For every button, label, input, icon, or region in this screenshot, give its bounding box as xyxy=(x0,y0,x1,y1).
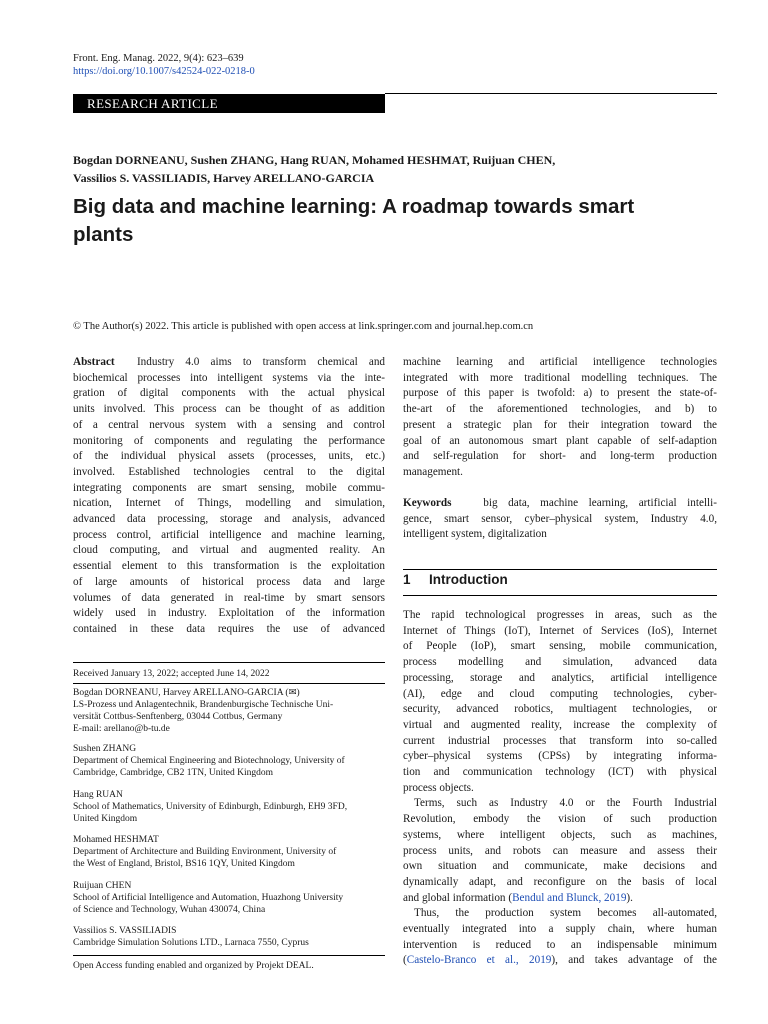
abstract-line: biochemical processes into intelligent systems via the inte- xyxy=(73,371,385,384)
abstract-line: widely used in industry. Exploitation of the information xyxy=(73,607,385,620)
affiliation-name: Mohamed HESHMAT xyxy=(73,835,159,845)
abstract-label: Abstract xyxy=(73,356,115,368)
abstract-line: involved. Established technologies central to the digital xyxy=(73,465,385,478)
intro-line: own situation and communicate, make decisions and xyxy=(403,860,717,873)
abstract-first-line xyxy=(73,355,385,371)
intro-line: (AI), edge and cloud computing technologies, cyber- xyxy=(403,687,717,700)
affiliation-line: LS-Prozess und Anlagentechnik, Brandenburgische Technische Uni- xyxy=(73,700,334,710)
footnote-rule-top xyxy=(73,662,385,663)
intro-line: processing, storage and analytics, artificial intelligence xyxy=(403,671,717,684)
affiliation-line: of Science and Technology, Wuhan 430074, China xyxy=(73,905,266,915)
intro-text: ), and takes advantage of the xyxy=(551,954,717,967)
abstract-line: gration of digital components with the actual physical xyxy=(73,387,385,400)
abstract-line: the-art of the aforementioned technologies, and b) to xyxy=(403,403,717,416)
abstract-left xyxy=(73,355,385,638)
abstract-line: machine learning and artificial intelligence technologies xyxy=(403,356,717,368)
footnote-rule-bottom xyxy=(73,955,385,956)
affiliation-line: School of Mathematics, University of Edinburgh, Edinburgh, EH9 3FD, xyxy=(73,802,348,812)
abstract-line: units involved. This process can be thought of as addition xyxy=(73,403,385,416)
affiliation-name: Hang RUAN xyxy=(73,790,123,800)
abstract-line: monitoring of components and regulating the performance xyxy=(73,434,385,447)
abstract-line: integrated with more traditional modelling techniques. The xyxy=(403,371,717,384)
affiliation-block xyxy=(73,834,385,870)
affiliation-name: Bogdan DORNEANU, Harvey ARELLANO-GARCIA (✉) xyxy=(73,688,300,698)
intro-line: Thus, the production system becomes all-automated, xyxy=(414,907,717,920)
abstract-line: advanced data processing, storage and analysis, advanced xyxy=(73,513,385,526)
introduction-text xyxy=(403,608,717,969)
intro-line: Internet of Things (IoT), Internet of Services (IoS), Internet xyxy=(403,624,717,637)
affiliation-block xyxy=(73,743,385,779)
intro-line: Revolution, embody the vision of such production xyxy=(403,813,717,826)
intro-line: systems, where intelligent objects, such as machines, xyxy=(403,828,717,841)
keywords-line: gence, smart sensor, cyber–physical system, Industry 4.0, xyxy=(403,512,717,525)
citation-link[interactable]: Bendul and Blunck, 2019 xyxy=(512,891,627,904)
funding-note: Open Access funding enabled and organized by Projekt DEAL. xyxy=(73,961,314,971)
affiliation-name: Sushen ZHANG xyxy=(73,744,137,754)
intro-line: eventually integrated into a supply chain, where human xyxy=(403,923,717,936)
keywords-text: big data, machine learning, artificial intelli- xyxy=(483,497,718,509)
abstract-line: of the individual physical assets (processes, units, etc.) xyxy=(73,450,385,463)
affiliation-name: Vassilios S. VASSILIADIS xyxy=(73,926,177,936)
keywords xyxy=(403,496,717,543)
affiliation-email: E-mail: arellano@b-tu.de xyxy=(73,724,170,734)
abstract-line: process control, artificial intelligence and machine learning, xyxy=(73,528,385,541)
section-rule-top xyxy=(403,569,717,570)
affiliation-block xyxy=(73,880,385,916)
abstract-line: of large amounts of historical process data and large xyxy=(73,575,385,588)
intro-line: process modelling and simulation, advanced data xyxy=(403,656,717,669)
article-title xyxy=(73,193,723,249)
abstract-line: essential element to this transformation is the exploitation xyxy=(73,560,385,573)
abstract-line: contained in these data requires the use of advanced xyxy=(73,622,385,635)
author-line: Vassilios S. VASSILIADIS, Harvey ARELLANO-GARCIA xyxy=(73,171,375,185)
intro-line: security, advanced robotics, multiagent technologies, or xyxy=(403,703,717,716)
intro-line: intervention is reduced to an indispensable minimum xyxy=(403,938,717,951)
footnote-rule-mid xyxy=(73,683,385,684)
abstract-line: management. xyxy=(403,465,463,478)
intro-line: cyber–physical systems (CPSs) by integrating informa- xyxy=(403,750,717,763)
header-rule xyxy=(385,93,717,94)
abstract-line: volumes of data generated in real-time by smart sensors xyxy=(73,591,385,604)
title-line: Big data and machine learning: A roadmap towards smart xyxy=(73,195,635,218)
abstract-line: nication, Internet of Things, modelling and simulation, xyxy=(73,497,385,510)
affiliation-block xyxy=(73,925,385,949)
affiliation-line: United Kingdom xyxy=(73,814,138,824)
abstract-line: and self-regulation for short- and long-term production xyxy=(403,450,717,463)
abstract-line: goal of an autonomous smart plant capable of self-adaption xyxy=(403,434,717,447)
affiliation-line: Cambridge Simulation Solutions LTD., Larnaca 7550, Cyprus xyxy=(73,938,309,948)
affiliation-line: School of Artificial Intelligence and Automation, Huazhong University xyxy=(73,893,344,903)
author-list xyxy=(73,151,713,187)
intro-text: ). xyxy=(626,891,633,904)
abstract-right xyxy=(403,355,717,481)
citation-link[interactable]: Castelo-Branco et al., 2019 xyxy=(406,954,552,967)
intro-line: dynamically adapt, and reconfigure on the basis of local xyxy=(403,875,717,888)
journal-citation: Front. Eng. Manag. 2022, 9(4): 623–639 xyxy=(73,53,244,64)
affiliation-line: versität Cottbus-Senftenberg, 03044 Cottbus, Germany xyxy=(73,712,283,722)
copyright-notice: © The Author(s) 2022. This article is published with open access at link.springer.com and journal.hep.com.cn xyxy=(73,321,534,332)
keywords-label: Keywords xyxy=(403,497,452,509)
intro-line: process units, and robots can measure and assess their xyxy=(403,844,717,857)
abstract-line: of a central nervous system with a sensing and control xyxy=(73,418,385,431)
affiliation-line: Department of Architecture and Building Environment, University of xyxy=(73,847,337,857)
intro-text: ( xyxy=(403,954,407,967)
title-line: plants xyxy=(73,223,134,246)
author-line: Bogdan DORNEANU, Sushen ZHANG, Hang RUAN, Mohamed HESHMAT, Ruijuan CHEN, xyxy=(73,153,556,167)
intro-line: current industrial processes that transform into so-called xyxy=(403,734,717,747)
keywords-line: intelligent system, digitalization xyxy=(403,528,547,541)
intro-line: The rapid technological progresses in areas, such as the xyxy=(403,609,717,621)
affiliation-block xyxy=(73,687,385,735)
affiliation-name: Ruijuan CHEN xyxy=(73,881,132,891)
abstract-line: integrating components are smart sensing, mobile commu- xyxy=(73,481,385,494)
section-number: 1 xyxy=(403,572,411,587)
intro-line: tion and communication technology (ICT) with physical xyxy=(403,766,717,779)
article-type-label: RESEARCH ARTICLE xyxy=(87,96,218,111)
intro-line: process objects. xyxy=(403,781,474,794)
abstract-text: Industry 4.0 aims to transform chemical and xyxy=(136,356,386,368)
affiliation-line: Cambridge, Cambridge, CB2 1TN, United Kingdom xyxy=(73,768,274,778)
intro-line: of People (IoP), smart sensing, mobile communication, xyxy=(403,640,717,653)
doi-link[interactable]: https://doi.org/10.1007/s42524-022-0218-0 xyxy=(73,66,255,77)
abstract-line: cloud computing, and virtual and augmented reality. An xyxy=(73,544,385,557)
affiliation-line: the West of England, Bristol, BS16 1QY, United Kingdom xyxy=(73,859,295,869)
affiliation-block xyxy=(73,789,385,825)
intro-line: Terms, such as Industry 4.0 or the Fourth Industrial xyxy=(414,797,717,810)
intro-line: virtual and augmented reality, increase the complexity of xyxy=(403,718,717,731)
abstract-line: purpose of this paper is twofold: a) to present the state-of- xyxy=(403,387,717,400)
intro-text: and global information ( xyxy=(403,891,513,904)
intro-line xyxy=(403,953,717,969)
keywords-first-line xyxy=(403,496,717,512)
section-heading xyxy=(403,572,508,587)
section-rule-bottom xyxy=(403,595,717,596)
received-dates: Received January 13, 2022; accepted June 14, 2022 xyxy=(73,669,270,679)
intro-line xyxy=(403,891,717,907)
section-title: Introduction xyxy=(429,572,508,587)
abstract-line: present a strategic plan for their integration toward the xyxy=(403,418,717,431)
affiliation-line: Department of Chemical Engineering and Biotechnology, University of xyxy=(73,756,345,766)
